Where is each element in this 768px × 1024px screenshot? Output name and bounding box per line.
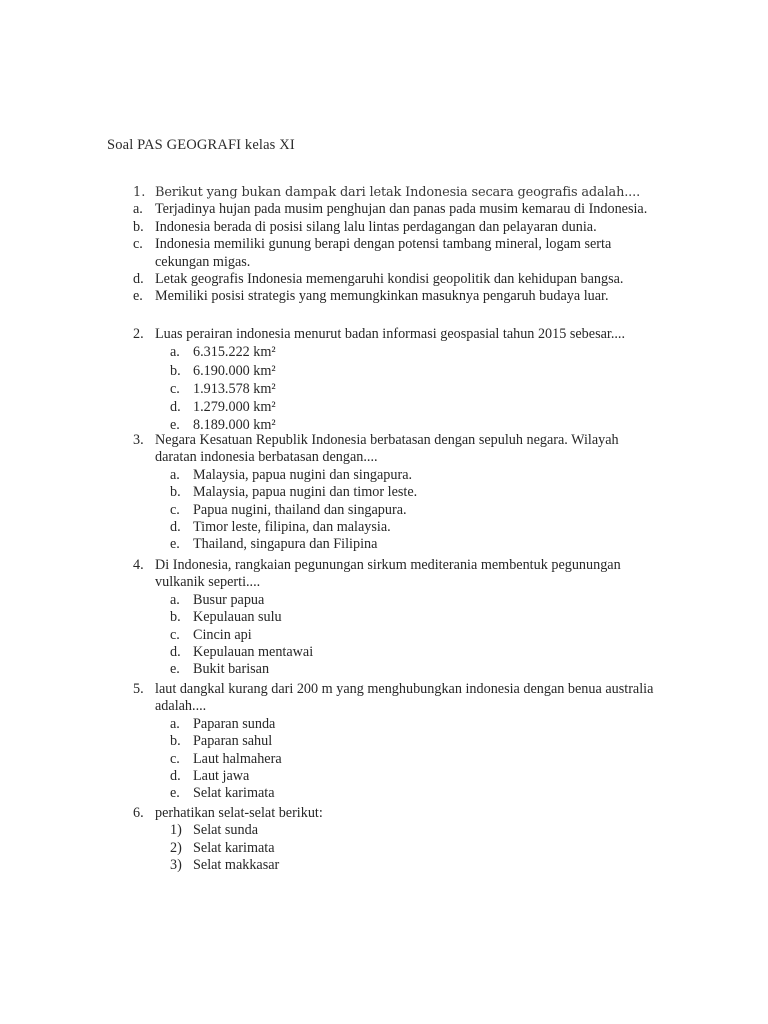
question-stem-1 xyxy=(0,184,768,201)
option-text-continuation: cekungan migas. xyxy=(155,253,251,270)
question-stem-4 xyxy=(0,557,768,574)
option-item[interactable] xyxy=(0,609,768,626)
option-text: Indonesia memiliki gunung berapi dengan potensi tambang mineral, logam serta xyxy=(155,236,612,253)
question-block-5 xyxy=(0,681,768,803)
option-letter: e. xyxy=(133,288,143,305)
option-text: Selat karimata xyxy=(193,785,275,802)
option-text: Paparan sunda xyxy=(193,715,276,732)
option-text: Selat karimata xyxy=(193,839,275,856)
option-text: Selat makkasar xyxy=(193,857,280,874)
option-text: Kepulauan mentawai xyxy=(193,644,314,661)
question-block-3 xyxy=(0,432,768,554)
option-letter: e. xyxy=(170,785,180,802)
question-number-2: 2. xyxy=(133,326,144,342)
option-letter: a. xyxy=(133,201,143,218)
option-list-1 xyxy=(0,201,768,305)
option-letter: b. xyxy=(170,609,181,626)
option-item[interactable] xyxy=(0,785,768,802)
question-block-1 xyxy=(0,184,768,306)
option-text: Papua nugini, thailand dan singapura. xyxy=(193,501,407,518)
option-letter: a. xyxy=(170,591,180,608)
question-number-4: 4. xyxy=(133,557,144,573)
option-text: Kepulauan sulu xyxy=(193,609,282,626)
option-letter: b. xyxy=(170,362,181,379)
option-item[interactable] xyxy=(0,484,768,501)
option-item[interactable] xyxy=(0,201,768,218)
option-list-6 xyxy=(0,822,768,874)
option-list-2 xyxy=(0,343,768,434)
option-text: Malaysia, papua nugini dan singapura. xyxy=(193,466,413,483)
question-block-4 xyxy=(0,557,768,679)
option-item[interactable] xyxy=(0,768,768,785)
option-text: Laut jawa xyxy=(193,768,250,785)
page-title: Soal PAS GEOGRAFI kelas XI xyxy=(107,137,295,153)
question-stem-continuation-4: vulkanik seperti.... xyxy=(155,574,261,591)
option-text: Cincin api xyxy=(193,626,252,643)
question-stem-text-2: Luas perairan indonesia menurut badan informasi geospasial tahun 2015 sebesar.... xyxy=(155,326,626,342)
option-text: 6.190.000 km² xyxy=(193,362,276,379)
question-stem-5 xyxy=(0,681,768,698)
option-letter: c. xyxy=(170,626,180,643)
option-item[interactable] xyxy=(0,380,768,398)
question-number-3: 3. xyxy=(133,432,144,448)
option-item[interactable] xyxy=(0,271,768,288)
option-letter: c. xyxy=(170,501,180,518)
option-item[interactable] xyxy=(0,733,768,750)
option-text: Laut halmahera xyxy=(193,750,282,767)
option-text: Malaysia, papua nugini dan timor leste. xyxy=(193,484,418,501)
question-stem-text-3: Negara Kesatuan Republik Indonesia berbatasan dengan sepuluh negara. Wilayah xyxy=(155,432,619,448)
option-letter: d. xyxy=(133,271,144,288)
question-number-1: 1. xyxy=(133,185,146,200)
option-letter: e. xyxy=(170,661,180,678)
option-list-4 xyxy=(0,592,768,679)
option-text: Indonesia berada di posisi silang lalu lintas perdagangan dan pelayaran dunia. xyxy=(155,218,597,235)
option-text: 6.315.222 km² xyxy=(193,344,276,361)
option-letter: b. xyxy=(170,484,181,501)
option-letter: 3) xyxy=(170,857,182,874)
option-item[interactable] xyxy=(0,716,768,733)
option-item[interactable] xyxy=(0,343,768,361)
option-item[interactable] xyxy=(0,592,768,609)
option-text: Letak geografis Indonesia memengaruhi kondisi geopolitik dan kehidupan bangsa. xyxy=(155,271,624,288)
option-text: Paparan sahul xyxy=(193,733,273,750)
option-item[interactable] xyxy=(0,751,768,768)
option-letter: c. xyxy=(133,236,143,253)
option-letter: c. xyxy=(170,380,180,397)
option-item[interactable] xyxy=(0,536,768,553)
option-letter: b. xyxy=(133,218,144,235)
option-letter: 2) xyxy=(170,839,182,856)
option-item[interactable] xyxy=(0,362,768,380)
option-item[interactable] xyxy=(0,840,768,857)
question-number-5: 5. xyxy=(133,681,144,697)
option-item[interactable] xyxy=(0,661,768,678)
option-item[interactable] xyxy=(0,219,768,236)
option-item[interactable] xyxy=(0,236,768,271)
option-text: Memiliki posisi strategis yang memungkinkan masuknya pengaruh budaya luar. xyxy=(155,288,609,305)
option-item[interactable] xyxy=(0,822,768,839)
option-letter: e. xyxy=(170,536,180,553)
option-text: Busur papua xyxy=(193,591,265,608)
question-number-6: 6. xyxy=(133,805,144,821)
option-item[interactable] xyxy=(0,502,768,519)
option-letter: a. xyxy=(170,715,180,732)
option-letter: d. xyxy=(170,519,181,536)
option-item[interactable] xyxy=(0,467,768,484)
question-block-2 xyxy=(0,326,768,434)
question-block-6 xyxy=(0,805,768,875)
option-text: 8.189.000 km² xyxy=(193,417,276,434)
option-text: Bukit barisan xyxy=(193,661,270,678)
option-text: Timor leste, filipina, dan malaysia. xyxy=(193,519,391,536)
option-item[interactable] xyxy=(0,857,768,874)
option-text: Terjadinya hujan pada musim penghujan dan panas pada musim kemarau di Indonesia. xyxy=(155,201,648,218)
option-letter: d. xyxy=(170,768,181,785)
option-item[interactable] xyxy=(0,644,768,661)
option-list-5 xyxy=(0,716,768,803)
option-letter: b. xyxy=(170,733,181,750)
option-item[interactable] xyxy=(0,519,768,536)
question-stem-text-5: laut dangkal kurang dari 200 m yang menghubungkan indonesia dengan benua australia xyxy=(155,681,654,697)
question-stem-3 xyxy=(0,432,768,449)
option-text: 1.913.578 km² xyxy=(193,380,276,397)
option-letter: e. xyxy=(170,417,180,434)
option-text: 1.279.000 km² xyxy=(193,399,276,416)
question-stem-continuation-5: adalah.... xyxy=(155,698,207,715)
option-letter: a. xyxy=(170,466,180,483)
question-stem-2 xyxy=(0,326,768,343)
question-stem-text-1: Berikut yang bukan dampak dari letak Indonesia secara geografis adalah.... xyxy=(155,185,641,200)
option-letter: d. xyxy=(170,644,181,661)
option-item[interactable] xyxy=(0,288,768,305)
question-stem-text-6: perhatikan selat-selat berikut: xyxy=(155,805,323,821)
option-list-3 xyxy=(0,467,768,554)
option-letter: 1) xyxy=(170,822,182,839)
question-stem-text-4: Di Indonesia, rangkaian pegunungan sirkum mediterania membentuk pegunungan xyxy=(155,557,621,573)
option-text: Thailand, singapura dan Filipina xyxy=(193,536,378,553)
question-stem-continuation-3: daratan indonesia berbatasan dengan.... xyxy=(155,449,378,466)
option-item[interactable] xyxy=(0,398,768,416)
option-letter: c. xyxy=(170,750,180,767)
option-letter: a. xyxy=(170,344,180,361)
option-item[interactable] xyxy=(0,627,768,644)
question-stem-6 xyxy=(0,805,768,822)
option-text: Selat sunda xyxy=(193,822,259,839)
option-letter: d. xyxy=(170,399,181,416)
